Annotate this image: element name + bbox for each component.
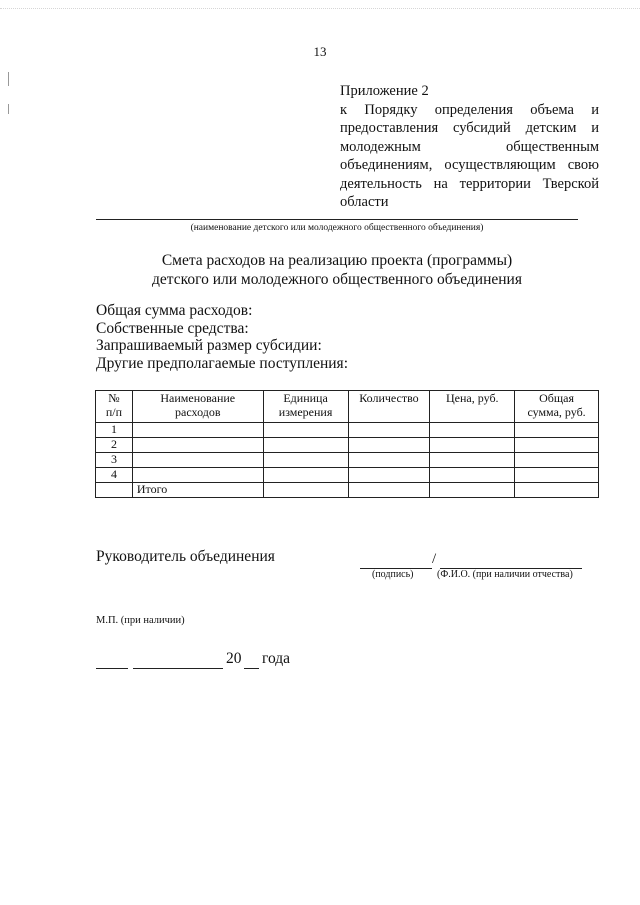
cell-total-sum[interactable] — [515, 468, 599, 483]
own-funds-label: Собственные средства: — [96, 319, 249, 337]
cell-unit[interactable] — [263, 438, 348, 453]
organization-caption: (наименование детского или молодежного общественного объединения) — [190, 223, 484, 233]
organization-name-line — [96, 219, 578, 220]
cell-quantity[interactable] — [348, 483, 430, 498]
heading-line-1: Смета расходов на реализацию проекта (программы) — [161, 252, 513, 269]
table-total-row — [96, 483, 599, 498]
header-quantity: Количество — [348, 391, 430, 423]
row-number: 1 — [96, 423, 133, 438]
cell-price[interactable] — [430, 423, 515, 438]
cell-price[interactable] — [430, 468, 515, 483]
appendix-text: к Порядку определения объема и предоставления субсидий детским и молодежным общественным объединениям, осуществляющим свою деятельность на территории Тверской области — [340, 101, 599, 210]
cell-expense-name[interactable] — [132, 453, 263, 468]
date-month-line — [133, 668, 223, 669]
cell-total-sum[interactable] — [515, 423, 599, 438]
date-year-line — [244, 668, 259, 669]
cell-total-sum[interactable] — [515, 438, 599, 453]
appendix-title: Приложение 2 — [340, 83, 429, 99]
budget-table — [95, 390, 599, 498]
cell-expense-name[interactable] — [132, 468, 263, 483]
cell-price[interactable] — [430, 453, 515, 468]
table-header-row — [96, 391, 599, 423]
scan-edge-artifact — [0, 0, 640, 9]
cell-price[interactable] — [430, 483, 515, 498]
total-expenses-label: Общая сумма расходов: — [96, 302, 253, 319]
header-price: Цена, руб. — [430, 391, 515, 423]
header-unit: Единица измерения — [263, 391, 348, 423]
total-label: Итого — [132, 483, 263, 498]
table-row — [96, 423, 599, 438]
row-number: 2 — [96, 438, 133, 453]
cell-unit[interactable] — [263, 468, 348, 483]
header-number: № п/п — [96, 391, 133, 423]
document-heading — [96, 251, 578, 289]
table-row — [96, 438, 599, 453]
scan-margin-mark — [8, 104, 9, 114]
header-expense-name: Наименование расходов — [132, 391, 263, 423]
appendix-block — [340, 82, 599, 212]
total-row-number — [96, 483, 133, 498]
other-income-label: Другие предполагаемые поступления: — [96, 354, 348, 372]
cell-unit[interactable] — [263, 453, 348, 468]
page-number: 13 — [313, 44, 327, 59]
header-total-sum: Общая сумма, руб. — [515, 391, 599, 423]
cell-expense-name[interactable] — [132, 423, 263, 438]
date-suffix: года — [262, 650, 291, 667]
scan-margin-mark — [8, 72, 9, 86]
totals-block — [96, 302, 348, 372]
stamp-placeholder: М.П. (при наличии) — [96, 615, 185, 626]
cell-unit[interactable] — [263, 483, 348, 498]
signature-caption: (подпись) — [372, 569, 414, 580]
table-row — [96, 453, 599, 468]
row-number: 4 — [96, 468, 133, 483]
cell-total-sum[interactable] — [515, 483, 599, 498]
date-year-prefix: 20 — [226, 650, 242, 667]
cell-quantity[interactable] — [348, 438, 430, 453]
cell-unit[interactable] — [263, 423, 348, 438]
cell-price[interactable] — [430, 438, 515, 453]
requested-subsidy-label: Запрашиваемый размер субсидии: — [96, 337, 322, 354]
full-name-caption: (Ф.И.О. (при наличии отчества) — [437, 569, 573, 580]
signature-separator: / — [432, 551, 437, 567]
cell-quantity[interactable] — [348, 423, 430, 438]
cell-quantity[interactable] — [348, 468, 430, 483]
cell-total-sum[interactable] — [515, 453, 599, 468]
date-day-line — [96, 668, 128, 669]
heading-line-2: детского или молодежного общественного объединения — [152, 271, 522, 288]
cell-quantity[interactable] — [348, 453, 430, 468]
head-of-organization-label: Руководитель объединения — [96, 548, 275, 565]
cell-expense-name[interactable] — [132, 438, 263, 453]
row-number: 3 — [96, 453, 133, 468]
table-row — [96, 468, 599, 483]
